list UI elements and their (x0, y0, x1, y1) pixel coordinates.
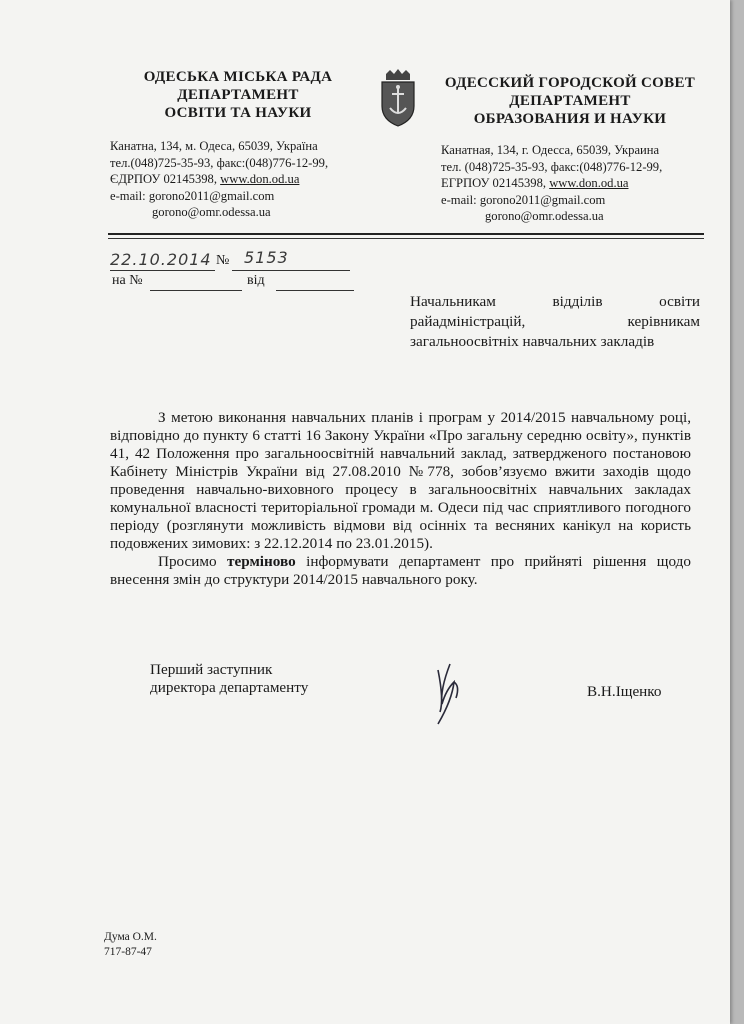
email-text[interactable]: e-mail: gorono2011@gmail.com (441, 192, 606, 207)
signatory-title (150, 661, 410, 697)
header-right-line: ОДЕССКИЙ ГОРОДСКОЙ СОВЕТ (444, 75, 696, 91)
header-right-line: ОБРАЗОВАНИЯ И НАУКИ (473, 111, 667, 127)
registration-number: 5153 (244, 248, 289, 267)
addressee-word: Начальникам (410, 293, 496, 310)
executor-name: Дума О.М. (104, 931, 157, 943)
addressee-line: загальноосвітніх навчальних закладів (410, 333, 655, 350)
body-paragraph-2 (110, 553, 691, 589)
phone-text: тел. (048)725-35-93, факс:(048)776-12-99, (441, 159, 663, 174)
header-left-title (118, 68, 358, 122)
addressee-word: освіти (659, 293, 700, 310)
email-text-2[interactable]: gorono@omr.odessa.ua (485, 209, 604, 223)
website-link[interactable]: www.don.od.ua (220, 172, 300, 186)
header-right-title (430, 74, 710, 128)
registration-date: 22.10.2014 (110, 250, 212, 269)
header-left-line: ОСВІТИ ТА НАУКИ (164, 105, 312, 121)
phone-text: тел.(048)725-35-93, факс:(048)776-12-99, (110, 155, 329, 170)
reply-label: на № (112, 273, 143, 288)
from-label: від (247, 273, 265, 288)
executor-phone: 717-87-47 (104, 946, 152, 958)
from-underline (276, 290, 354, 291)
number-label: № (216, 253, 230, 268)
email-text[interactable]: e-mail: gorono2011@gmail.com (110, 188, 275, 203)
body-paragraph-1: З метою виконання навчальних планів і програм у 2014/2015 навчальному році, відповідно до пункту 6 статті 16 Закону України «Про загальну середню освіту», пунктів 41, 42 Положення про загальноосвітній навчальний заклад, затвердженого постановою Кабінету Міністрів України від 27.08.2010 №778, зобов’язуємо вжити заходів щодо проведення навчально-виховного процесу в загальноосвітніх навчальних закладах комунальної власності територіальної громади м. Одеси під час сприятливого погодного періоду (розглянути можливість відмови від осінніх та весняних канікул на користь подовжених зимових: з 22.12.2014 по 23.01.2015). (110, 409, 691, 552)
handwritten-signature (430, 660, 470, 730)
signatory-title-line1: Перший заступник (150, 661, 273, 678)
code-text: ЕГРПОУ 02145398, (441, 176, 550, 190)
header-divider-thin (108, 238, 704, 239)
header-left-address (110, 138, 380, 221)
code-text: ЄДРПОУ 02145398, (110, 172, 221, 186)
reply-underline (150, 290, 242, 291)
address-text: Канатна, 134, м. Одеса, 65039, Україна (110, 139, 318, 153)
header-divider-thick (108, 233, 704, 235)
date-underline (110, 270, 215, 271)
header-left-line: ОДЕСЬКА МІСЬКА РАДА (143, 69, 333, 85)
signatory-title-line2: директора департаменту (150, 679, 309, 696)
letter-body (110, 409, 691, 589)
addressee-word: керівникам (627, 313, 700, 330)
address-text: Канатная, 134, г. Одесса, 65039, Украина (441, 143, 660, 157)
addressee (410, 292, 700, 352)
executor-info (104, 930, 157, 960)
website-link[interactable]: www.don.od.ua (549, 176, 629, 190)
p2-bold: терміново (227, 553, 296, 570)
addressee-word: відділів (552, 293, 603, 310)
coat-of-arms-icon (378, 68, 418, 128)
email-text-2[interactable]: gorono@omr.odessa.ua (152, 205, 271, 219)
p2-after: інформувати департамент про прийняті рішення щодо внесення змін до структури 2014/2015 навчального року. (110, 553, 691, 588)
header-left-line: ДЕПАРТАМЕНТ (177, 87, 299, 103)
header-right-line: ДЕПАРТАМЕНТ (509, 93, 631, 109)
addressee-word: райадміністрацій, (410, 313, 526, 330)
header-right-address (441, 142, 716, 225)
p2-before: Просимо (158, 553, 228, 570)
number-underline (232, 270, 350, 271)
signatory-name: В.Н.Іщенко (587, 683, 662, 700)
